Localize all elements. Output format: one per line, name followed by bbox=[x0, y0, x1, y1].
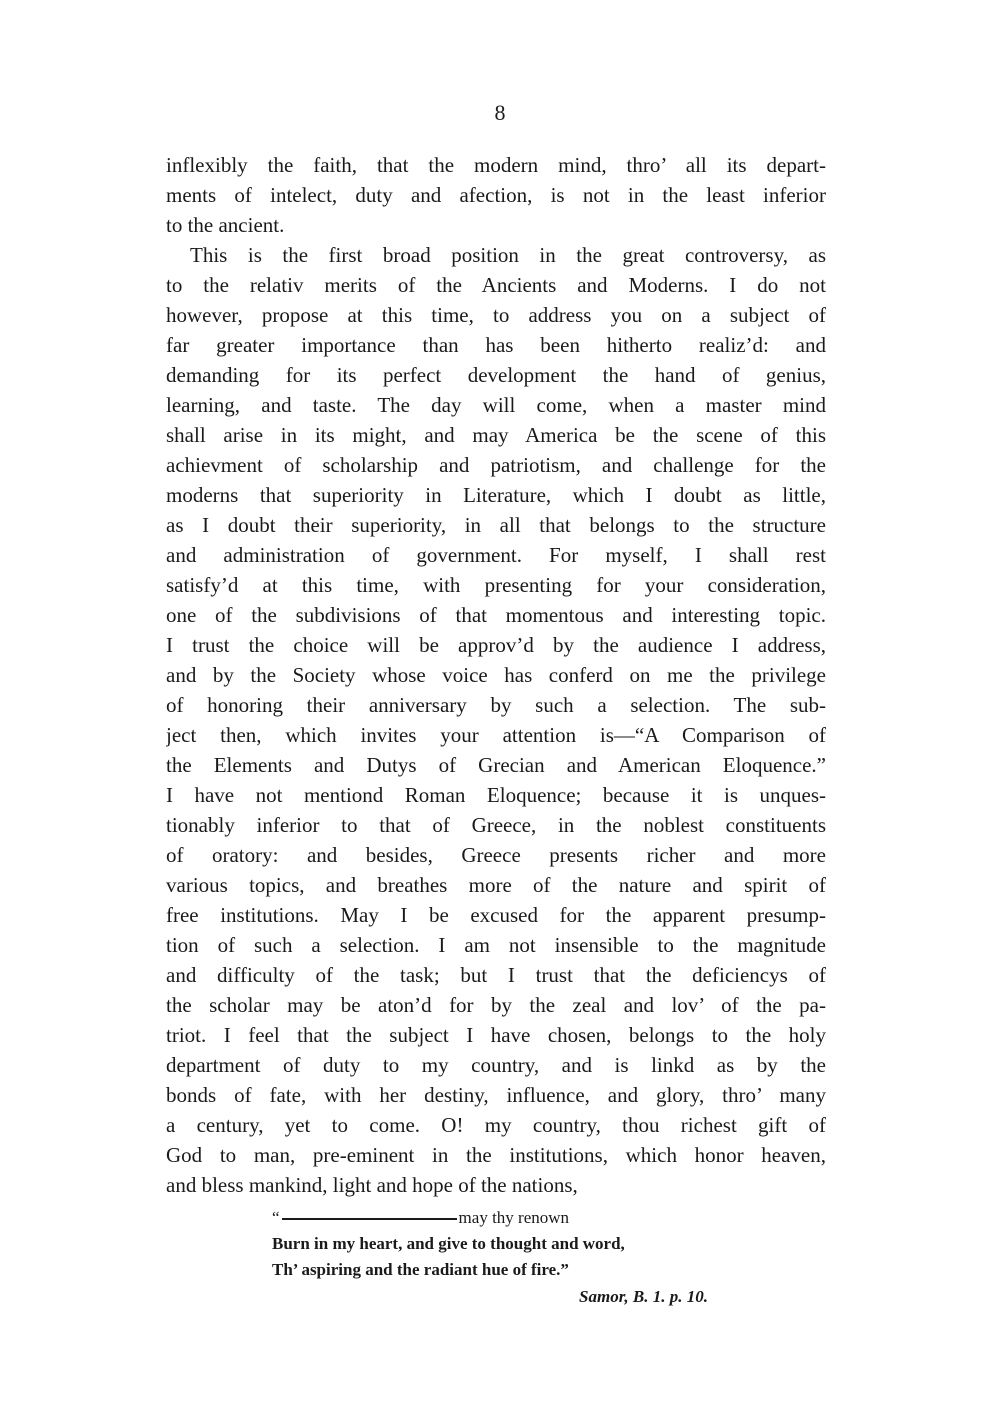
text-line: moderns that superiority in Literature, which I doubt as little, bbox=[166, 483, 826, 507]
text-line: as I doubt their superiority, in all that belongs to the structure bbox=[166, 513, 826, 537]
text-line: achievment of scholarship and patriotism, and challenge for the bbox=[166, 453, 826, 477]
text-line: learning, and taste. The day will come, when a master mind bbox=[166, 393, 826, 417]
text-line: a century, yet to come. O! my country, thou richest gift of bbox=[166, 1113, 826, 1137]
open-quote-mark: “ bbox=[272, 1208, 280, 1227]
text-line: to the ancient. bbox=[166, 213, 285, 237]
text-line: department of duty to my country, and is linkd as by the bbox=[166, 1053, 826, 1077]
text-line: God to man, pre-eminent in the institutions, which honor heaven, bbox=[166, 1143, 826, 1167]
quote-line-3: Th’ aspiring and the radiant hue of fire.” bbox=[272, 1260, 569, 1279]
text-line: satisfy’d at this time, with presenting for your consideration, bbox=[166, 573, 826, 597]
text-line: free institutions. May I be excused for the apparent presump- bbox=[166, 903, 826, 927]
text-line: I have not mentiond Roman Eloquence; because it is unques- bbox=[166, 783, 826, 807]
text-line: demanding for its perfect development the hand of genius, bbox=[166, 363, 826, 387]
paragraph-1 bbox=[166, 150, 826, 240]
text-line: ject then, which invites your attention is—“A Comparison of bbox=[166, 723, 826, 747]
text-line: This is the first broad position in the great controversy, as bbox=[190, 243, 826, 267]
paragraph-2 bbox=[166, 240, 826, 1200]
quote-line-1 bbox=[272, 1205, 732, 1231]
text-line: of honoring their anniversary by such a selection. The sub- bbox=[166, 693, 826, 717]
quote-line-2: Burn in my heart, and give to thought and word, bbox=[272, 1234, 625, 1253]
text-line: bonds of fate, with her destiny, influence, and glory, thro’ many bbox=[166, 1083, 826, 1107]
text-line: far greater importance than has been hitherto realiz’d: and bbox=[166, 333, 826, 357]
text-line: however, propose at this time, to address you on a subject of bbox=[166, 303, 826, 327]
text-line: to the relativ merits of the Ancients and Moderns. I do not bbox=[166, 273, 826, 297]
verse-quotation bbox=[272, 1205, 732, 1311]
text-line: shall arise in its might, and may America be the scene of this bbox=[166, 423, 826, 447]
quote-line-1-text: may thy renown bbox=[458, 1208, 570, 1227]
em-rule bbox=[282, 1218, 457, 1220]
text-line: one of the subdivisions of that momentous and interesting topic. bbox=[166, 603, 826, 627]
text-line: the Elements and Dutys of Grecian and American Eloquence.” bbox=[166, 753, 826, 777]
text-line: tionably inferior to that of Greece, in the noblest constituents bbox=[166, 813, 826, 837]
text-line: tion of such a selection. I am not insensible to the magnitude bbox=[166, 933, 826, 957]
text-line: and administration of government. For myself, I shall rest bbox=[166, 543, 826, 567]
text-line: and difficulty of the task; but I trust that the deficiencys of bbox=[166, 963, 826, 987]
page-number: 8 bbox=[494, 100, 506, 125]
quote-citation: Samor, B. 1. p. 10. bbox=[579, 1287, 708, 1306]
text-line: of oratory: and besides, Greece presents richer and more bbox=[166, 843, 826, 867]
text-line: and by the Society whose voice has conferd on me the privilege bbox=[166, 663, 826, 687]
text-line: I trust the choice will be approv’d by the audience I address, bbox=[166, 633, 826, 657]
text-line: inflexibly the faith, that the modern mind, thro’ all its depart- bbox=[166, 153, 826, 177]
text-line: and bless mankind, light and hope of the nations, bbox=[166, 1173, 578, 1197]
text-line: various topics, and breathes more of the nature and spirit of bbox=[166, 873, 826, 897]
body-text bbox=[166, 150, 826, 1200]
text-line: triot. I feel that the subject I have chosen, belongs to the holy bbox=[166, 1023, 826, 1047]
text-line: ments of intelect, duty and afection, is not in the least inferior bbox=[166, 183, 826, 207]
text-line: the scholar may be aton’d for by the zeal and lov’ of the pa- bbox=[166, 993, 826, 1017]
